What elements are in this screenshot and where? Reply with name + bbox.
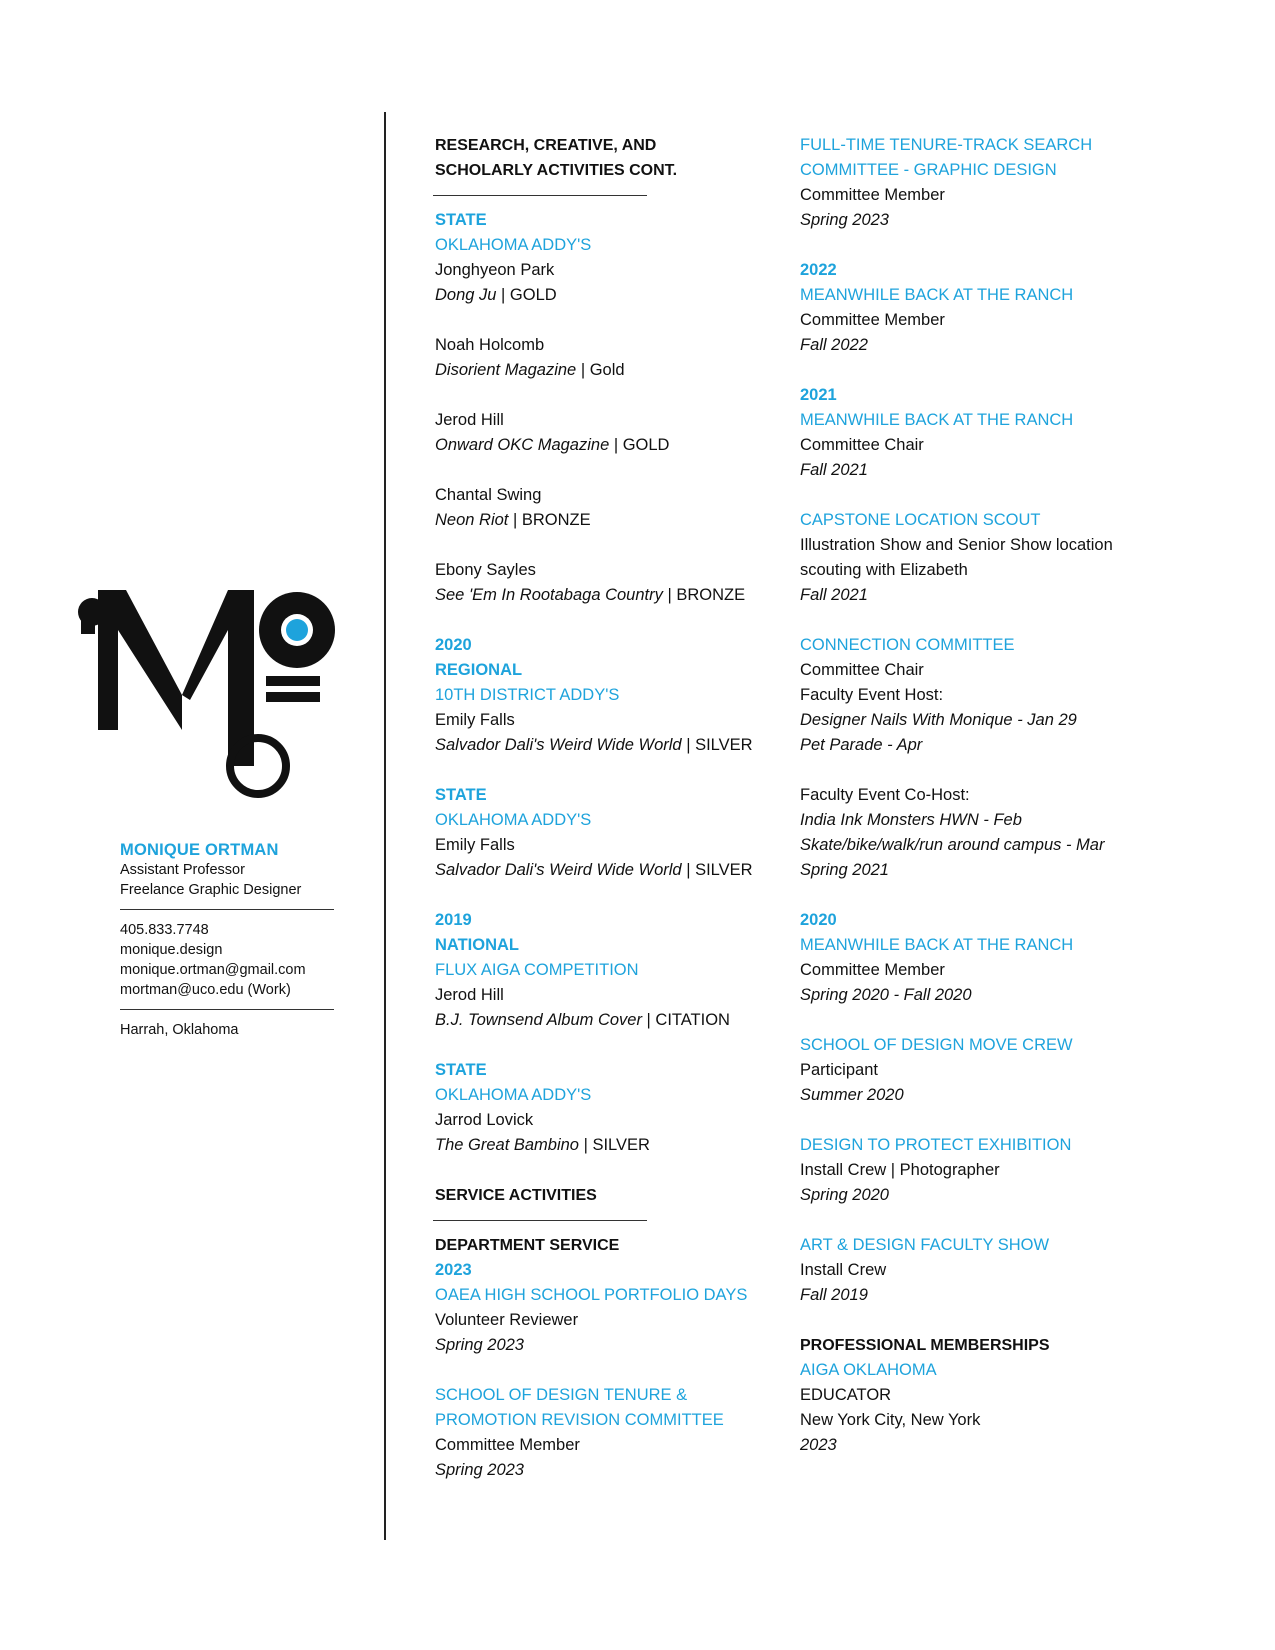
profile-location: Harrah, Oklahoma bbox=[120, 1022, 239, 1038]
award-level: | CITATION bbox=[641, 1011, 730, 1029]
event-item: Pet Parade - Apr bbox=[800, 736, 923, 754]
level-label: STATE bbox=[435, 211, 487, 229]
research-heading-line: SCHOLARLY ACTIVITIES CONT. bbox=[435, 162, 678, 179]
service-term: Spring 2020 - Fall 2020 bbox=[800, 986, 972, 1004]
service-term: Fall 2021 bbox=[800, 461, 868, 479]
event-item: India Ink Monsters HWN - Feb bbox=[800, 811, 1022, 829]
award-level: | GOLD bbox=[496, 286, 557, 304]
service-title: ART & DESIGN FACULTY SHOW bbox=[800, 1236, 1050, 1254]
service-title: MEANWHILE BACK AT THE RANCH bbox=[800, 936, 1074, 954]
competition-name: OKLAHOMA ADDY'S bbox=[435, 236, 592, 254]
service-term: Summer 2020 bbox=[800, 1086, 904, 1104]
student-name: Jerod Hill bbox=[435, 411, 504, 429]
year-label: 2020 bbox=[435, 636, 472, 654]
monogram-logo bbox=[78, 590, 338, 800]
level-label: REGIONAL bbox=[435, 661, 523, 679]
membership-city: New York City, New York bbox=[800, 1411, 981, 1429]
service-role: Committee Member bbox=[800, 961, 945, 979]
student-name: Jonghyeon Park bbox=[435, 261, 555, 279]
service-title: CAPSTONE LOCATION SCOUT bbox=[800, 511, 1041, 529]
profile-block bbox=[120, 840, 334, 1040]
service-title: DESIGN TO PROTECT EXHIBITION bbox=[800, 1136, 1072, 1154]
service-role: Committee Member bbox=[800, 186, 945, 204]
award-entry bbox=[435, 733, 765, 758]
research-heading-line: RESEARCH, CREATIVE, AND bbox=[435, 137, 657, 154]
work-title: B.J. Townsend Album Cover bbox=[435, 1011, 642, 1029]
profile-rule bbox=[120, 909, 334, 910]
competition-name: OKLAHOMA ADDY'S bbox=[435, 1086, 592, 1104]
year-label: 2022 bbox=[800, 261, 837, 279]
service-term: Fall 2019 bbox=[800, 1286, 868, 1304]
service-role: Participant bbox=[800, 1061, 878, 1079]
service-term: Spring 2023 bbox=[435, 1336, 524, 1354]
award-entry bbox=[435, 508, 765, 533]
level-label: STATE bbox=[435, 1061, 487, 1079]
service-title: PROMOTION REVISION COMMITTEE bbox=[435, 1411, 724, 1429]
student-name: Jarrod Lovick bbox=[435, 1111, 534, 1129]
service-term: Spring 2021 bbox=[800, 861, 889, 879]
service-term: Spring 2023 bbox=[435, 1461, 524, 1479]
competition-name: OKLAHOMA ADDY'S bbox=[435, 811, 592, 829]
award-level: | SILVER bbox=[579, 1136, 650, 1154]
column-left bbox=[435, 133, 765, 1483]
event-item: Designer Nails With Monique - Jan 29 bbox=[800, 711, 1077, 729]
award-level: | SILVER bbox=[681, 736, 753, 754]
profile-email: monique.ortman@gmail.com bbox=[120, 962, 306, 978]
award-level: | Gold bbox=[576, 361, 625, 379]
award-level: | BRONZE bbox=[508, 511, 591, 529]
competition-name: 10TH DISTRICT ADDY'S bbox=[435, 686, 620, 704]
service-title: CONNECTION COMMITTEE bbox=[800, 636, 1015, 654]
student-name: Ebony Sayles bbox=[435, 561, 536, 579]
service-title: COMMITTEE - GRAPHIC DESIGN bbox=[800, 161, 1057, 179]
award-entry bbox=[435, 1133, 765, 1158]
work-title: Neon Riot bbox=[435, 511, 509, 529]
profile-rule bbox=[120, 1009, 334, 1010]
service-term: Spring 2023 bbox=[800, 211, 889, 229]
award-level: | SILVER bbox=[681, 861, 753, 879]
memberships-heading: PROFESSIONAL MEMBERSHIPS bbox=[800, 1337, 1050, 1354]
student-name: Emily Falls bbox=[435, 836, 515, 854]
student-name: Chantal Swing bbox=[435, 486, 542, 504]
research-heading bbox=[435, 133, 765, 183]
membership-year: 2023 bbox=[800, 1436, 837, 1454]
service-term: Fall 2022 bbox=[800, 336, 868, 354]
profile-title: Assistant Professor bbox=[120, 862, 245, 878]
membership-org: AIGA OKLAHOMA bbox=[800, 1361, 937, 1379]
level-label: STATE bbox=[435, 786, 487, 804]
event-item: Skate/bike/walk/run around campus - Mar bbox=[800, 836, 1105, 854]
year-label: 2019 bbox=[435, 911, 472, 929]
vertical-divider bbox=[384, 112, 386, 1540]
student-name: Jerod Hill bbox=[435, 986, 504, 1004]
heading-rule bbox=[433, 195, 647, 196]
level-label: NATIONAL bbox=[435, 936, 520, 954]
department-service-label: DEPARTMENT SERVICE bbox=[435, 1237, 620, 1254]
service-heading: SERVICE ACTIVITIES bbox=[435, 1187, 597, 1204]
profile-phone: 405.833.7748 bbox=[120, 922, 209, 938]
year-label: 2020 bbox=[800, 911, 837, 929]
service-title: SCHOOL OF DESIGN TENURE & bbox=[435, 1386, 688, 1404]
service-role: Volunteer Reviewer bbox=[435, 1311, 579, 1329]
year-label: 2023 bbox=[435, 1261, 472, 1279]
service-description: scouting with Elizabeth bbox=[800, 561, 968, 579]
work-title: Disorient Magazine bbox=[435, 361, 577, 379]
award-entry bbox=[435, 358, 765, 383]
award-entry bbox=[435, 433, 765, 458]
profile-work-email: mortman@uco.edu (Work) bbox=[120, 982, 291, 998]
student-name: Noah Holcomb bbox=[435, 336, 545, 354]
service-role: Committee Chair bbox=[800, 436, 924, 454]
membership-level: EDUCATOR bbox=[800, 1386, 892, 1404]
service-description: Illustration Show and Senior Show location bbox=[800, 536, 1113, 554]
work-title: Salvador Dali's Weird Wide World bbox=[435, 861, 682, 879]
event-host-label: Faculty Event Host: bbox=[800, 686, 944, 704]
service-role: Install Crew | Photographer bbox=[800, 1161, 1000, 1179]
profile-website: monique.design bbox=[120, 942, 223, 958]
service-role: Install Crew bbox=[800, 1261, 887, 1279]
student-name: Emily Falls bbox=[435, 711, 515, 729]
award-level: | GOLD bbox=[609, 436, 670, 454]
profile-name: MONIQUE ORTMAN bbox=[120, 841, 279, 859]
service-title: MEANWHILE BACK AT THE RANCH bbox=[800, 286, 1074, 304]
award-level: | BRONZE bbox=[662, 586, 746, 604]
service-title: FULL-TIME TENURE-TRACK SEARCH bbox=[800, 136, 1093, 154]
award-entry bbox=[435, 1008, 765, 1033]
service-term: Fall 2021 bbox=[800, 586, 868, 604]
profile-role: Freelance Graphic Designer bbox=[120, 882, 302, 898]
service-title: OAEA HIGH SCHOOL PORTFOLIO DAYS bbox=[435, 1286, 748, 1304]
work-title: See 'Em In Rootabaga Country bbox=[435, 586, 663, 604]
column-right bbox=[800, 133, 1180, 1458]
service-term: Spring 2020 bbox=[800, 1186, 889, 1204]
service-title: SCHOOL OF DESIGN MOVE CREW bbox=[800, 1036, 1073, 1054]
award-entry bbox=[435, 583, 765, 608]
service-role: Committee Member bbox=[800, 311, 945, 329]
year-label: 2021 bbox=[800, 386, 837, 404]
award-entry bbox=[435, 283, 765, 308]
service-role: Committee Chair bbox=[800, 661, 924, 679]
competition-name: FLUX AIGA COMPETITION bbox=[435, 961, 639, 979]
work-title: Dong Ju bbox=[435, 286, 497, 304]
heading-rule bbox=[433, 1220, 647, 1221]
work-title: Onward OKC Magazine bbox=[435, 436, 610, 454]
service-role: Committee Member bbox=[435, 1436, 580, 1454]
service-title: MEANWHILE BACK AT THE RANCH bbox=[800, 411, 1074, 429]
award-entry bbox=[435, 858, 765, 883]
work-title: Salvador Dali's Weird Wide World bbox=[435, 736, 682, 754]
event-cohost-label: Faculty Event Co-Host: bbox=[800, 786, 970, 804]
work-title: The Great Bambino bbox=[435, 1136, 579, 1154]
